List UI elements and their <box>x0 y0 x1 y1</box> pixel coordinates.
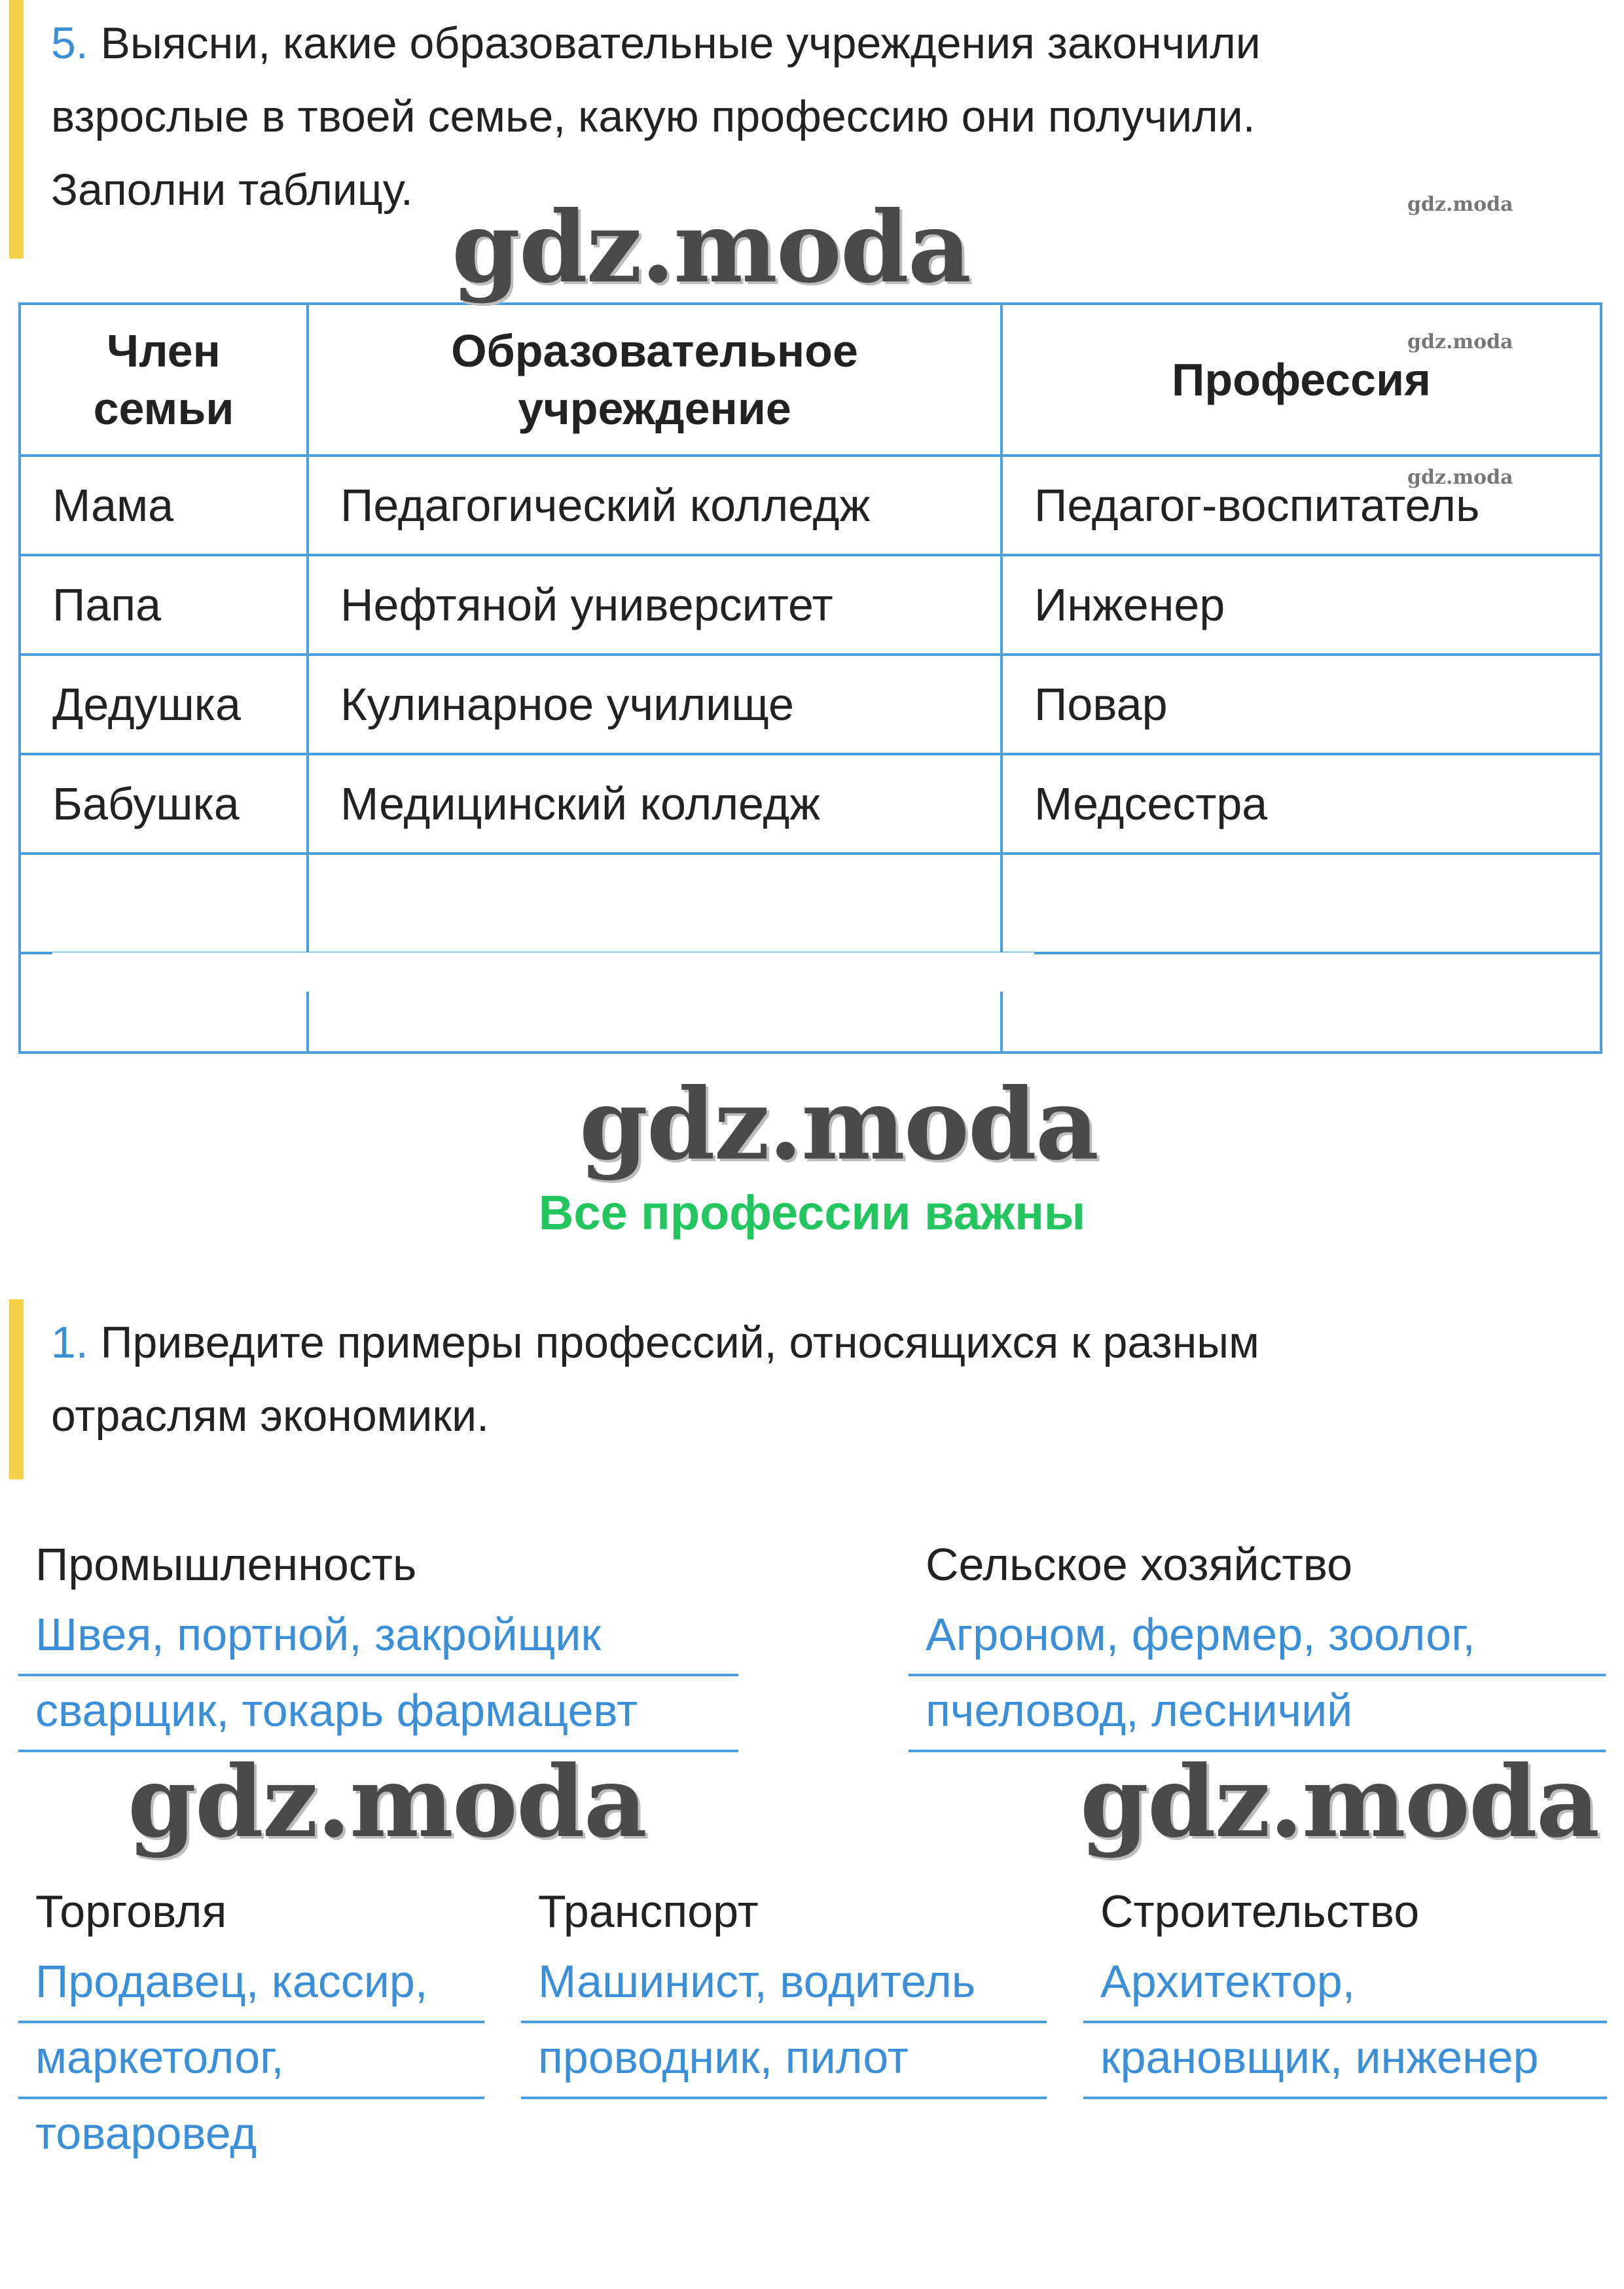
sector-transport <box>521 1875 1047 2099</box>
task-1-number: 1. <box>51 1318 88 1367</box>
table-row-empty <box>20 854 1601 953</box>
cell-profession <box>1001 953 1601 1053</box>
table-header-row <box>20 304 1601 456</box>
header-institution: Образовательное учреждение <box>308 304 1001 456</box>
watermark: gdz.moda <box>128 1744 647 1860</box>
sector-industry <box>18 1528 738 1752</box>
watermark-small: gdz.moda <box>1407 466 1513 489</box>
answer-line[interactable]: сварщик, токарь фармацевт <box>18 1676 738 1752</box>
answer-line[interactable]: Швея, портной, закройщик <box>18 1600 738 1676</box>
watermark: gdz.moda <box>1080 1744 1599 1860</box>
task-5-marker <box>9 0 24 259</box>
header-member: Член семьи <box>20 304 308 456</box>
task-1-text: 1. Приведите примеры профессий, относящихся к разным отраслям экономики. <box>51 1318 1259 1441</box>
cell-institution: Кулинарное училище <box>308 655 1001 754</box>
table-row <box>20 655 1601 754</box>
sector-agriculture <box>909 1528 1606 1752</box>
cell-member <box>20 854 308 953</box>
cell-member: Дедушка <box>20 655 308 754</box>
cell-member: Папа <box>20 555 308 655</box>
cell-institution: Медицинский колледж <box>308 754 1001 854</box>
sector-construction <box>1083 1875 1607 2099</box>
answer-line[interactable]: Продавец, кассир, <box>18 1947 484 2023</box>
task-1 <box>9 1299 1593 1479</box>
task-1-marker <box>9 1299 24 1479</box>
watermark: gdz.moda <box>452 190 971 305</box>
sector-label: Строительство <box>1100 1886 1420 1937</box>
sector-label: Сельское хозяйство <box>926 1539 1353 1590</box>
table-row <box>20 456 1601 555</box>
cell-institution <box>308 854 1001 953</box>
sector-label: Транспорт <box>538 1886 759 1937</box>
cell-profession: Повар <box>1001 655 1601 754</box>
answer-line[interactable]: крановщик, инженер <box>1083 2023 1607 2099</box>
watermark: gdz.moda <box>579 1067 1098 1182</box>
cell-profession <box>1001 854 1601 953</box>
answer-line[interactable]: Машинист, водитель <box>521 1947 1047 2023</box>
answer-text: товаровед <box>35 2108 257 2159</box>
section-title: Все профессии важны <box>538 1185 1086 1240</box>
answer-line[interactable]: Агроном, фермер, зоолог, <box>909 1600 1606 1676</box>
sector-trade <box>18 1875 484 2175</box>
cell-profession: Медсестра <box>1001 754 1601 854</box>
task-5-number: 5. <box>51 18 88 68</box>
header-profession: Профессия <box>1001 304 1601 456</box>
answer-line[interactable]: проводник, пилот <box>521 2023 1047 2099</box>
erased-area <box>52 952 1034 992</box>
sector-label: Торговля <box>35 1886 227 1937</box>
answer-line[interactable]: пчеловод, лесничий <box>909 1676 1606 1752</box>
answer-line[interactable]: Архитектор, <box>1083 1947 1607 2023</box>
cell-profession: Педагог-воспитатель <box>1001 456 1601 555</box>
sector-label: Промышленность <box>35 1539 417 1590</box>
cell-institution: Педагогический колледж <box>308 456 1001 555</box>
cell-member: Бабушка <box>20 754 308 854</box>
answer-line[interactable]: маркетолог, <box>18 2023 484 2099</box>
task-5-text: 5. Выясни, какие образовательные учреждения закончили взрослые в твоей семье, какую профессию они получили. Заполни таблицу. <box>51 18 1261 215</box>
watermark-small: gdz.moda <box>1407 331 1513 353</box>
cell-institution: Нефтяной университет <box>308 555 1001 655</box>
watermark-small: gdz.moda <box>1407 193 1513 216</box>
cell-profession: Инженер <box>1001 555 1601 655</box>
table-row <box>20 555 1601 655</box>
cell-member: Мама <box>20 456 308 555</box>
table-row <box>20 754 1601 854</box>
education-table <box>18 302 1602 1054</box>
